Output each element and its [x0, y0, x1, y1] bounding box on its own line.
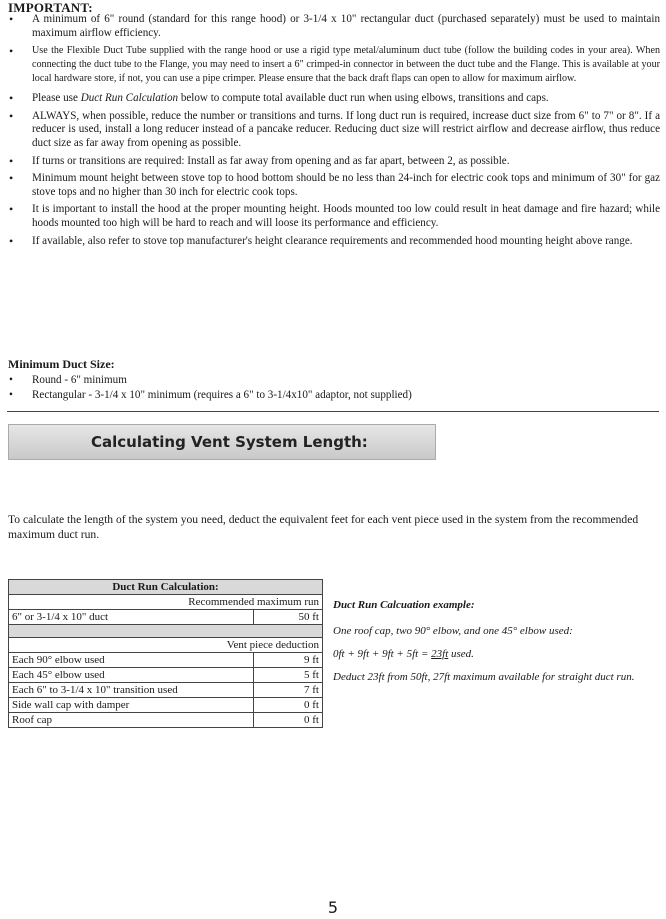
- example-sum-suffix: used.: [448, 648, 474, 660]
- bullet-proper-height: • It is important to install the hood at the proper mounting height. Hoods mounted too low could result in heat damage and fire hazard; while hoods mounted too high will be hard to reach and will loose its performance and efficiency.: [8, 203, 660, 230]
- min-duct-heading: Minimum Duct Size:: [8, 357, 115, 371]
- bullet-manufacturer-clearance: • If available, also refer to stove top manufacturer's height clearance requirements and recommended hood mounting height above range.: [8, 235, 660, 249]
- min-duct-list: [8, 373, 658, 403]
- table-row: [9, 698, 323, 713]
- section-intro: To calculate the length of the system you need, deduct the equivalent feet for each vent piece used in the system from the recommended maximum duct run.: [8, 513, 639, 542]
- table-row: [9, 683, 323, 698]
- bullet-turns-transitions: • If turns or transitions are required: Install as far away from opening and as far apart, between 2, as possible.: [8, 155, 660, 169]
- table-cell-value: 0 ft: [254, 698, 323, 713]
- bullet-duct-run-calculation: [8, 92, 660, 106]
- bullet-flexible-duct: • Use the Flexible Duct Tube supplied with the range hood or use a rigid type metal/aluminum duct tube (follow the building codes in your area). When connecting the duct tube to the Flange, you may need to insert a 6" crimped-in connector in between the duct tube and the Flange. This is available at your local hardware store, if not, you can use a pipe crimper. Please ensure that the back draft flaps can open to allow for maximum airflow.: [8, 44, 660, 86]
- duct-run-calculation-ref: Duct Run Calculation: [80, 92, 179, 105]
- table-row: [9, 610, 323, 625]
- table-spacer: [9, 625, 323, 638]
- example-line-sum: [333, 647, 663, 662]
- important-heading: IMPORTANT:: [8, 0, 93, 15]
- table-cell-label: Side wall cap with damper: [9, 698, 254, 713]
- bullet-text-after: below to compute total available duct run when using elbows, transitions and caps.: [178, 92, 549, 105]
- table-cell-label: Roof cap: [9, 713, 254, 728]
- example-title: Duct Run Calcuation example:: [333, 599, 475, 611]
- example-line-result: Deduct 23ft from 50ft, 27ft maximum available for straight duct run.: [333, 671, 635, 683]
- table-title: Duct Run Calculation:: [9, 580, 323, 595]
- bullet-reduce-transitions: • ALWAYS, when possible, reduce the number or transitions and turns. If long duct run is required, increase duct size from 6" to 7" or 8". If a reducer is used, install a long reducer instead of a pancake reducer. Reducing duct size will restrict airflow and decrease airflow, thus reduce duct size as far away from opening as possible.: [8, 110, 660, 151]
- page-number: 5: [327, 898, 339, 917]
- table-row: [9, 668, 323, 683]
- min-duct-rectangular: • Rectangular - 3-1/4 x 10" minimum (requires a 6" to 3-1/4x10" adaptor, not supplied): [8, 388, 658, 403]
- table-deduction-header: Vent piece deduction: [9, 638, 323, 653]
- example-line-pieces: One roof cap, two 90° elbow, and one 45° elbow used:: [333, 625, 573, 637]
- table-row: [9, 653, 323, 668]
- min-duct-round: • Round - 6" minimum: [8, 373, 658, 388]
- table-cell-value: 0 ft: [254, 713, 323, 728]
- duct-run-table: [8, 579, 323, 728]
- bullet-text-before: Please use: [32, 92, 81, 105]
- table-cell-value: 5 ft: [254, 668, 323, 683]
- example-sum-terms: 0ft + 9ft + 9ft + 5ft =: [333, 648, 432, 660]
- section-divider: [7, 411, 659, 412]
- table-recommended-header: Recommended maximum run: [9, 595, 323, 610]
- table-cell-value: 50 ft: [254, 610, 323, 625]
- important-bullet-list: [8, 13, 660, 252]
- example-sum-total: 23ft: [431, 648, 449, 660]
- table-cell-label: Each 45° elbow used: [9, 668, 254, 683]
- section-title-banner: [8, 424, 436, 460]
- calculation-example: [333, 598, 663, 693]
- bullet-duct-minimum: • A minimum of 6" round (standard for this range hood) or 3-1/4 x 10" rectangular duct (purchased separately) must be used to maintain maximum airflow efficiency.: [8, 13, 660, 40]
- section-title: Calculating Vent System Length:: [91, 433, 368, 451]
- table-cell-label: 6" or 3-1/4 x 10" duct: [9, 610, 254, 625]
- table-cell-label: Each 6" to 3-1/4 x 10" transition used: [9, 683, 254, 698]
- table-cell-label: Each 90° elbow used: [9, 653, 254, 668]
- bullet-mount-height: • Minimum mount height between stove top to hood bottom should be no less than 24-inch for electric cook tops and minimum of 30" for gaz stove tops and no higher than 30 inch for electric cook tops.: [8, 172, 660, 199]
- table-cell-value: 7 ft: [254, 683, 323, 698]
- table-cell-value: 9 ft: [254, 653, 323, 668]
- table-row: [9, 713, 323, 728]
